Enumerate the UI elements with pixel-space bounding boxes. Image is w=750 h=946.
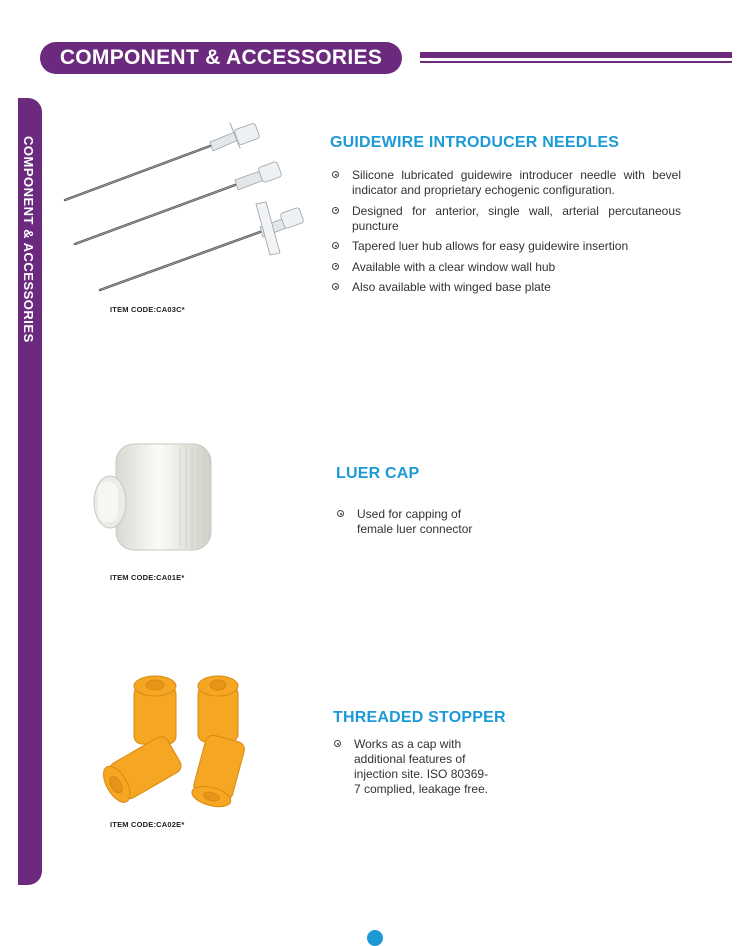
page-title: COMPONENT & ACCESSORIES bbox=[40, 42, 402, 74]
product-title: GUIDEWIRE INTRODUCER NEEDLES bbox=[330, 134, 620, 151]
bullet-icon bbox=[337, 510, 344, 517]
feature-list bbox=[334, 737, 494, 803]
product-title: LUER CAP bbox=[336, 465, 420, 482]
list-item: Works as a cap with additional features of injection site. ISO 80369-7 complied, leakage free. bbox=[334, 737, 494, 797]
header-rule-thin bbox=[420, 61, 732, 63]
bullet-icon bbox=[332, 171, 339, 178]
bullet-icon bbox=[334, 740, 341, 747]
list-item: Also available with winged base plate bbox=[332, 280, 681, 295]
bullet-icon bbox=[332, 207, 339, 214]
list-item: Designed for anterior, single wall, arterial percutaneous puncture bbox=[332, 204, 681, 234]
list-item: Available with a clear window wall hub bbox=[332, 260, 681, 275]
item-code: ITEM CODE:CA03C* bbox=[110, 305, 185, 314]
feature-list bbox=[332, 168, 681, 301]
luer-cap-image bbox=[88, 432, 218, 562]
bullet-icon bbox=[332, 242, 339, 249]
page-marker bbox=[367, 930, 383, 946]
product-title: THREADED STOPPER bbox=[333, 709, 506, 726]
bullet-icon bbox=[332, 263, 339, 270]
header-rule-thick bbox=[420, 52, 732, 58]
feature-list bbox=[337, 507, 497, 543]
guidewire-needles-image bbox=[60, 118, 310, 298]
list-item: Used for capping of female luer connector bbox=[337, 507, 497, 537]
item-code: ITEM CODE:CA02E* bbox=[110, 820, 185, 829]
list-item: Silicone lubricated guidewire introducer needle with bevel indicator and proprietary echogenic configuration. bbox=[332, 168, 681, 198]
side-tab-label: COMPONENT & ACCESSORIES bbox=[21, 136, 36, 343]
bullet-icon bbox=[332, 283, 339, 290]
threaded-stopper-image bbox=[100, 672, 250, 812]
list-item: Tapered luer hub allows for easy guidewire insertion bbox=[332, 239, 681, 254]
item-code: ITEM CODE:CA01E* bbox=[110, 573, 185, 582]
